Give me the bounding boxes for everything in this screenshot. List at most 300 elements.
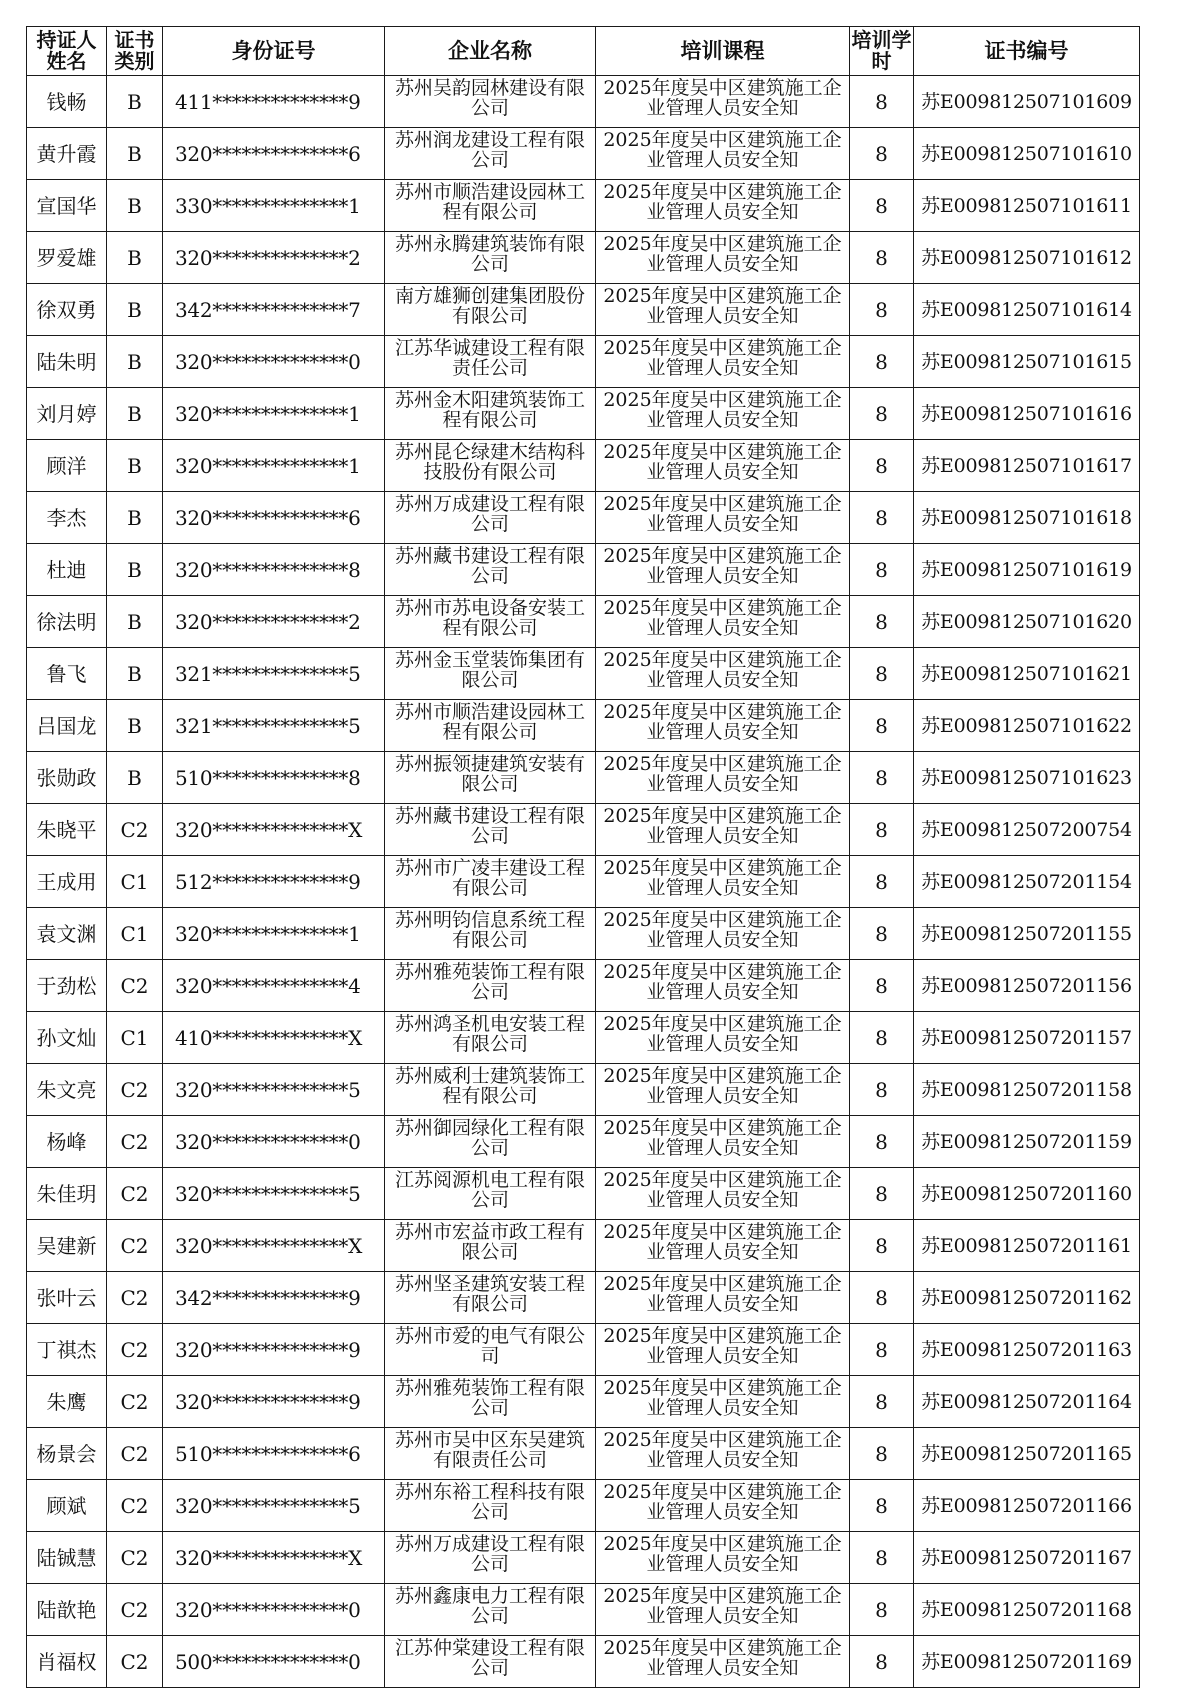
training-course-text: 2025年度吴中区建筑施工企业管理人员安全知 [603,1534,842,1575]
training-course-text: 2025年度吴中区建筑施工企业管理人员安全知 [603,286,842,327]
cert-number-cell: 苏E009812507101616 [914,388,1140,440]
cert-category-cell: B [107,544,163,596]
table-row [27,1428,1140,1480]
table-row [27,544,1140,596]
id-number-cell: 320**************8 [163,544,385,596]
cert-category-cell: B [107,180,163,232]
table-row [27,388,1140,440]
training-hours-cell: 8 [850,960,914,1012]
training-course-text: 2025年度吴中区建筑施工企业管理人员安全知 [603,910,842,951]
cert-category-cell: B [107,388,163,440]
table-row [27,856,1140,908]
training-course-cell [596,232,850,284]
training-course-text: 2025年度吴中区建筑施工企业管理人员安全知 [603,338,842,379]
company-name-text: 苏州雅苑装饰工程有限公司 [394,1378,585,1419]
holder-name-cell: 陆铖慧 [27,1532,107,1584]
training-hours-cell: 8 [850,1636,914,1688]
header-training-course: 培训课程 [596,27,850,76]
cert-category-cell: C2 [107,1428,163,1480]
table-row [27,1480,1140,1532]
training-course-text: 2025年度吴中区建筑施工企业管理人员安全知 [603,1378,842,1419]
cert-number-cell: 苏E009812507101622 [914,700,1140,752]
id-number-cell: 320**************5 [163,1480,385,1532]
cert-number-cell: 苏E009812507101617 [914,440,1140,492]
cert-number-cell: 苏E009812507101621 [914,648,1140,700]
table-row [27,804,1140,856]
cert-category-cell: C2 [107,1324,163,1376]
company-name-cell [385,752,596,804]
training-course-cell [596,1324,850,1376]
table-row [27,648,1140,700]
company-name-cell [385,1584,596,1636]
cert-category-cell: C2 [107,1480,163,1532]
cert-category-cell: C1 [107,908,163,960]
training-hours-cell: 8 [850,908,914,960]
table-row [27,700,1140,752]
training-course-text: 2025年度吴中区建筑施工企业管理人员安全知 [603,1638,842,1679]
id-number-cell: 410**************X [163,1012,385,1064]
company-name-cell [385,1012,596,1064]
holder-name-cell: 黄升霞 [27,128,107,180]
holder-name-cell: 朱文亮 [27,1064,107,1116]
training-hours-cell: 8 [850,648,914,700]
id-number-cell: 342**************7 [163,284,385,336]
cert-number-cell: 苏E009812507201154 [914,856,1140,908]
table-body [27,76,1140,1688]
id-number-cell: 510**************8 [163,752,385,804]
id-number-cell: 320**************5 [163,1168,385,1220]
cert-category-cell: B [107,76,163,128]
holder-name-cell: 孙文灿 [27,1012,107,1064]
company-name-cell [385,284,596,336]
training-course-cell [596,648,850,700]
company-name-cell [385,1376,596,1428]
table-row [27,1064,1140,1116]
training-hours-cell: 8 [850,1376,914,1428]
company-name-cell [385,856,596,908]
company-name-text: 苏州万成建设工程有限公司 [394,1534,585,1575]
training-course-text: 2025年度吴中区建筑施工企业管理人员安全知 [603,1274,842,1315]
holder-name-cell: 王成用 [27,856,107,908]
cert-category-cell: C2 [107,1376,163,1428]
id-number-cell: 320**************X [163,1220,385,1272]
table-row [27,492,1140,544]
cert-number-cell: 苏E009812507201155 [914,908,1140,960]
company-name-cell [385,1168,596,1220]
company-name-text: 苏州吴韵园林建设有限公司 [394,78,585,119]
certificate-table [26,26,1140,1688]
training-course-text: 2025年度吴中区建筑施工企业管理人员安全知 [603,650,842,691]
cert-category-cell: C2 [107,1220,163,1272]
holder-name-cell: 朱鹰 [27,1376,107,1428]
id-number-cell: 320**************9 [163,1324,385,1376]
training-course-cell [596,908,850,960]
company-name-text: 苏州永腾建筑装饰有限公司 [394,234,585,275]
table-row [27,596,1140,648]
cert-category-cell: B [107,232,163,284]
training-course-text: 2025年度吴中区建筑施工企业管理人员安全知 [603,546,842,587]
cert-number-cell: 苏E009812507201159 [914,1116,1140,1168]
training-hours-cell: 8 [850,1584,914,1636]
training-course-cell [596,492,850,544]
training-course-cell [596,1532,850,1584]
id-number-cell: 320**************6 [163,492,385,544]
training-course-cell [596,1428,850,1480]
training-course-text: 2025年度吴中区建筑施工企业管理人员安全知 [603,78,842,119]
cert-number-cell: 苏E009812507101611 [914,180,1140,232]
company-name-text: 苏州藏书建设工程有限公司 [394,546,585,587]
company-name-text: 苏州市顺浩建设园林工程有限公司 [394,182,585,223]
cert-category-cell: C2 [107,804,163,856]
id-number-cell: 510**************6 [163,1428,385,1480]
table-row [27,284,1140,336]
company-name-text: 苏州市宏益市政工程有限公司 [394,1222,585,1263]
company-name-cell [385,232,596,284]
company-name-text: 江苏仲棠建设工程有限公司 [394,1638,585,1679]
training-course-cell [596,1272,850,1324]
table-row [27,1220,1140,1272]
cert-category-cell: B [107,128,163,180]
company-name-text: 苏州金木阳建筑装饰工程有限公司 [394,390,585,431]
company-name-text: 苏州鸿圣机电安装工程有限公司 [394,1014,585,1055]
training-hours-cell: 8 [850,388,914,440]
company-name-text: 苏州市顺浩建设园林工程有限公司 [394,702,585,743]
company-name-cell [385,128,596,180]
training-course-cell [596,596,850,648]
cert-number-cell: 苏E009812507201167 [914,1532,1140,1584]
holder-name-cell: 刘月婷 [27,388,107,440]
training-hours-cell: 8 [850,284,914,336]
table-row [27,1324,1140,1376]
holder-name-cell: 张勋政 [27,752,107,804]
training-hours-cell: 8 [850,180,914,232]
training-course-cell [596,1376,850,1428]
cert-category-cell: B [107,648,163,700]
id-number-cell: 320**************6 [163,128,385,180]
cert-category-cell: C2 [107,1064,163,1116]
training-hours-cell: 8 [850,128,914,180]
training-hours-cell: 8 [850,76,914,128]
id-number-cell: 320**************9 [163,1376,385,1428]
table-row [27,1636,1140,1688]
company-name-cell [385,180,596,232]
holder-name-cell: 丁祺杰 [27,1324,107,1376]
company-name-text: 苏州金玉堂装饰集团有限公司 [394,650,585,691]
training-course-cell [596,336,850,388]
training-course-cell [596,1636,850,1688]
table-row [27,1116,1140,1168]
training-course-cell [596,960,850,1012]
company-name-text: 苏州昆仑绿建木结构科技股份有限公司 [394,442,585,483]
training-hours-cell: 8 [850,492,914,544]
training-course-text: 2025年度吴中区建筑施工企业管理人员安全知 [603,1222,842,1263]
holder-name-cell: 陆歆艳 [27,1584,107,1636]
company-name-cell [385,1116,596,1168]
company-name-text: 苏州润龙建设工程有限公司 [394,130,585,171]
training-course-text: 2025年度吴中区建筑施工企业管理人员安全知 [603,1170,842,1211]
cert-number-cell: 苏E009812507201158 [914,1064,1140,1116]
company-name-cell [385,336,596,388]
cert-number-cell: 苏E009812507101615 [914,336,1140,388]
id-number-cell: 320**************1 [163,908,385,960]
training-course-text: 2025年度吴中区建筑施工企业管理人员安全知 [603,234,842,275]
cert-category-cell: B [107,752,163,804]
holder-name-cell: 罗爱雄 [27,232,107,284]
company-name-cell [385,648,596,700]
company-name-text: 苏州市广凌丰建设工程有限公司 [394,858,585,899]
holder-name-cell: 顾斌 [27,1480,107,1532]
holder-name-cell: 鲁飞 [27,648,107,700]
company-name-text: 苏州东裕工程科技有限公司 [394,1482,585,1523]
training-course-cell [596,284,850,336]
header-id-number: 身份证号 [163,27,385,76]
table-row [27,908,1140,960]
holder-name-cell: 陆朱明 [27,336,107,388]
company-name-text: 苏州坚圣建筑安装工程有限公司 [394,1274,585,1315]
training-course-text: 2025年度吴中区建筑施工企业管理人员安全知 [603,598,842,639]
training-course-text: 2025年度吴中区建筑施工企业管理人员安全知 [603,1482,842,1523]
holder-name-cell: 杨峰 [27,1116,107,1168]
company-name-cell [385,908,596,960]
holder-name-cell: 袁文渊 [27,908,107,960]
holder-name-cell: 宣国华 [27,180,107,232]
cert-category-cell: C2 [107,1116,163,1168]
table-row [27,1584,1140,1636]
table-row [27,232,1140,284]
id-number-cell: 320**************2 [163,232,385,284]
header-row [27,27,1140,76]
cert-category-cell: C2 [107,1272,163,1324]
header-company-name: 企业名称 [385,27,596,76]
cert-category-cell: B [107,596,163,648]
training-course-cell [596,700,850,752]
id-number-cell: 321**************5 [163,700,385,752]
holder-name-cell: 朱佳玥 [27,1168,107,1220]
training-hours-cell: 8 [850,1532,914,1584]
company-name-text: 苏州威利士建筑装饰工程有限公司 [394,1066,585,1107]
id-number-cell: 342**************9 [163,1272,385,1324]
training-course-text: 2025年度吴中区建筑施工企业管理人员安全知 [603,1014,842,1055]
id-number-cell: 320**************1 [163,388,385,440]
company-name-text: 苏州明钧信息系统工程有限公司 [394,910,585,951]
company-name-cell [385,1532,596,1584]
training-course-text: 2025年度吴中区建筑施工企业管理人员安全知 [603,1430,842,1471]
training-course-cell [596,1012,850,1064]
table-row [27,752,1140,804]
training-hours-cell: 8 [850,1012,914,1064]
company-name-text: 苏州万成建设工程有限公司 [394,494,585,535]
table-row [27,336,1140,388]
cert-number-cell: 苏E009812507101614 [914,284,1140,336]
cert-number-cell: 苏E009812507201164 [914,1376,1140,1428]
training-course-cell [596,856,850,908]
training-hours-cell: 8 [850,1064,914,1116]
cert-category-cell: B [107,284,163,336]
training-course-text: 2025年度吴中区建筑施工企业管理人员安全知 [603,390,842,431]
cert-number-cell: 苏E009812507201163 [914,1324,1140,1376]
training-hours-cell: 8 [850,1272,914,1324]
id-number-cell: 320**************0 [163,1116,385,1168]
id-number-cell: 320**************X [163,1532,385,1584]
id-number-cell: 320**************0 [163,1584,385,1636]
cert-number-cell: 苏E009812507101609 [914,76,1140,128]
cert-category-cell: C1 [107,856,163,908]
cert-number-cell: 苏E009812507201160 [914,1168,1140,1220]
company-name-cell [385,1480,596,1532]
training-course-cell [596,544,850,596]
training-course-text: 2025年度吴中区建筑施工企业管理人员安全知 [603,1066,842,1107]
training-course-cell [596,752,850,804]
company-name-cell [385,596,596,648]
training-hours-cell: 8 [850,232,914,284]
training-hours-cell: 8 [850,1428,914,1480]
company-name-cell [385,544,596,596]
training-hours-cell: 8 [850,336,914,388]
id-number-cell: 320**************1 [163,440,385,492]
cert-category-cell: C2 [107,1532,163,1584]
holder-name-cell: 吕国龙 [27,700,107,752]
id-number-cell: 330**************1 [163,180,385,232]
table-row [27,960,1140,1012]
company-name-text: 苏州御园绿化工程有限公司 [394,1118,585,1159]
cert-category-cell: B [107,492,163,544]
training-course-text: 2025年度吴中区建筑施工企业管理人员安全知 [603,962,842,1003]
id-number-cell: 320**************4 [163,960,385,1012]
training-course-text: 2025年度吴中区建筑施工企业管理人员安全知 [603,1326,842,1367]
cert-category-cell: B [107,336,163,388]
cert-number-cell: 苏E009812507201168 [914,1584,1140,1636]
cert-category-cell: B [107,440,163,492]
training-course-cell [596,1220,850,1272]
cert-category-cell: B [107,700,163,752]
table-row [27,1376,1140,1428]
header-training-hours: 培训学时 [850,27,914,76]
id-number-cell: 411**************9 [163,76,385,128]
holder-name-cell: 吴建新 [27,1220,107,1272]
id-number-cell: 512**************9 [163,856,385,908]
training-course-cell [596,1064,850,1116]
table-row [27,440,1140,492]
cert-number-cell: 苏E009812507201162 [914,1272,1140,1324]
cert-category-cell: C2 [107,960,163,1012]
company-name-cell [385,492,596,544]
training-hours-cell: 8 [850,1324,914,1376]
id-number-cell: 320**************2 [163,596,385,648]
company-name-cell [385,76,596,128]
id-number-cell: 320**************5 [163,1064,385,1116]
training-hours-cell: 8 [850,596,914,648]
cert-category-cell: C2 [107,1168,163,1220]
table-row [27,1532,1140,1584]
holder-name-cell: 徐法明 [27,596,107,648]
cert-number-cell: 苏E009812507200754 [914,804,1140,856]
training-course-cell [596,440,850,492]
training-course-cell [596,1116,850,1168]
cert-number-cell: 苏E009812507201157 [914,1012,1140,1064]
training-hours-cell: 8 [850,544,914,596]
training-course-text: 2025年度吴中区建筑施工企业管理人员安全知 [603,1586,842,1627]
table-row [27,180,1140,232]
holder-name-cell: 顾洋 [27,440,107,492]
training-course-cell [596,1584,850,1636]
company-name-text: 苏州雅苑装饰工程有限公司 [394,962,585,1003]
training-course-cell [596,804,850,856]
id-number-cell: 500**************0 [163,1636,385,1688]
table-row [27,1012,1140,1064]
training-course-text: 2025年度吴中区建筑施工企业管理人员安全知 [603,182,842,223]
training-course-cell [596,1480,850,1532]
company-name-text: 苏州鑫康电力工程有限公司 [394,1586,585,1627]
company-name-text: 江苏阅源机电工程有限公司 [394,1170,585,1211]
header-holder-name: 持证人姓名 [27,27,107,76]
training-course-cell [596,1168,850,1220]
cert-number-cell: 苏E009812507101610 [914,128,1140,180]
cert-number-cell: 苏E009812507101612 [914,232,1140,284]
id-number-cell: 320**************X [163,804,385,856]
id-number-cell: 320**************0 [163,336,385,388]
cert-number-cell: 苏E009812507201156 [914,960,1140,1012]
training-hours-cell: 8 [850,804,914,856]
training-hours-cell: 8 [850,700,914,752]
holder-name-cell: 杜迪 [27,544,107,596]
training-course-text: 2025年度吴中区建筑施工企业管理人员安全知 [603,806,842,847]
training-hours-cell: 8 [850,1220,914,1272]
training-course-cell [596,180,850,232]
training-course-text: 2025年度吴中区建筑施工企业管理人员安全知 [603,494,842,535]
training-course-text: 2025年度吴中区建筑施工企业管理人员安全知 [603,1118,842,1159]
company-name-text: 苏州市吴中区东吴建筑有限责任公司 [394,1430,585,1471]
holder-name-cell: 杨景会 [27,1428,107,1480]
company-name-text: 苏州藏书建设工程有限公司 [394,806,585,847]
company-name-cell [385,700,596,752]
table-row [27,1168,1140,1220]
company-name-cell [385,804,596,856]
company-name-cell [385,1220,596,1272]
cert-category-cell: C1 [107,1012,163,1064]
table-row [27,1272,1140,1324]
company-name-cell [385,1272,596,1324]
company-name-cell [385,1064,596,1116]
company-name-cell [385,1636,596,1688]
training-course-text: 2025年度吴中区建筑施工企业管理人员安全知 [603,754,842,795]
training-hours-cell: 8 [850,440,914,492]
company-name-cell [385,960,596,1012]
company-name-text: 苏州市苏电设备安装工程有限公司 [394,598,585,639]
company-name-text: 江苏华诚建设工程有限责任公司 [394,338,585,379]
company-name-text: 苏州市爱的电气有限公司 [394,1326,585,1367]
header-cert-number: 证书编号 [914,27,1140,76]
company-name-cell [385,1324,596,1376]
cert-number-cell: 苏E009812507201161 [914,1220,1140,1272]
cert-number-cell: 苏E009812507101623 [914,752,1140,804]
training-course-cell [596,76,850,128]
header-cert-category: 证书类别 [107,27,163,76]
training-course-text: 2025年度吴中区建筑施工企业管理人员安全知 [603,442,842,483]
table-row [27,128,1140,180]
holder-name-cell: 肖福权 [27,1636,107,1688]
training-course-cell [596,128,850,180]
company-name-text: 苏州振领捷建筑安装有限公司 [394,754,585,795]
cert-number-cell: 苏E009812507201166 [914,1480,1140,1532]
company-name-cell [385,440,596,492]
holder-name-cell: 钱畅 [27,76,107,128]
cert-category-cell: C2 [107,1636,163,1688]
training-hours-cell: 8 [850,1168,914,1220]
cert-number-cell: 苏E009812507201169 [914,1636,1140,1688]
company-name-cell [385,388,596,440]
holder-name-cell: 于劲松 [27,960,107,1012]
training-course-cell [596,388,850,440]
